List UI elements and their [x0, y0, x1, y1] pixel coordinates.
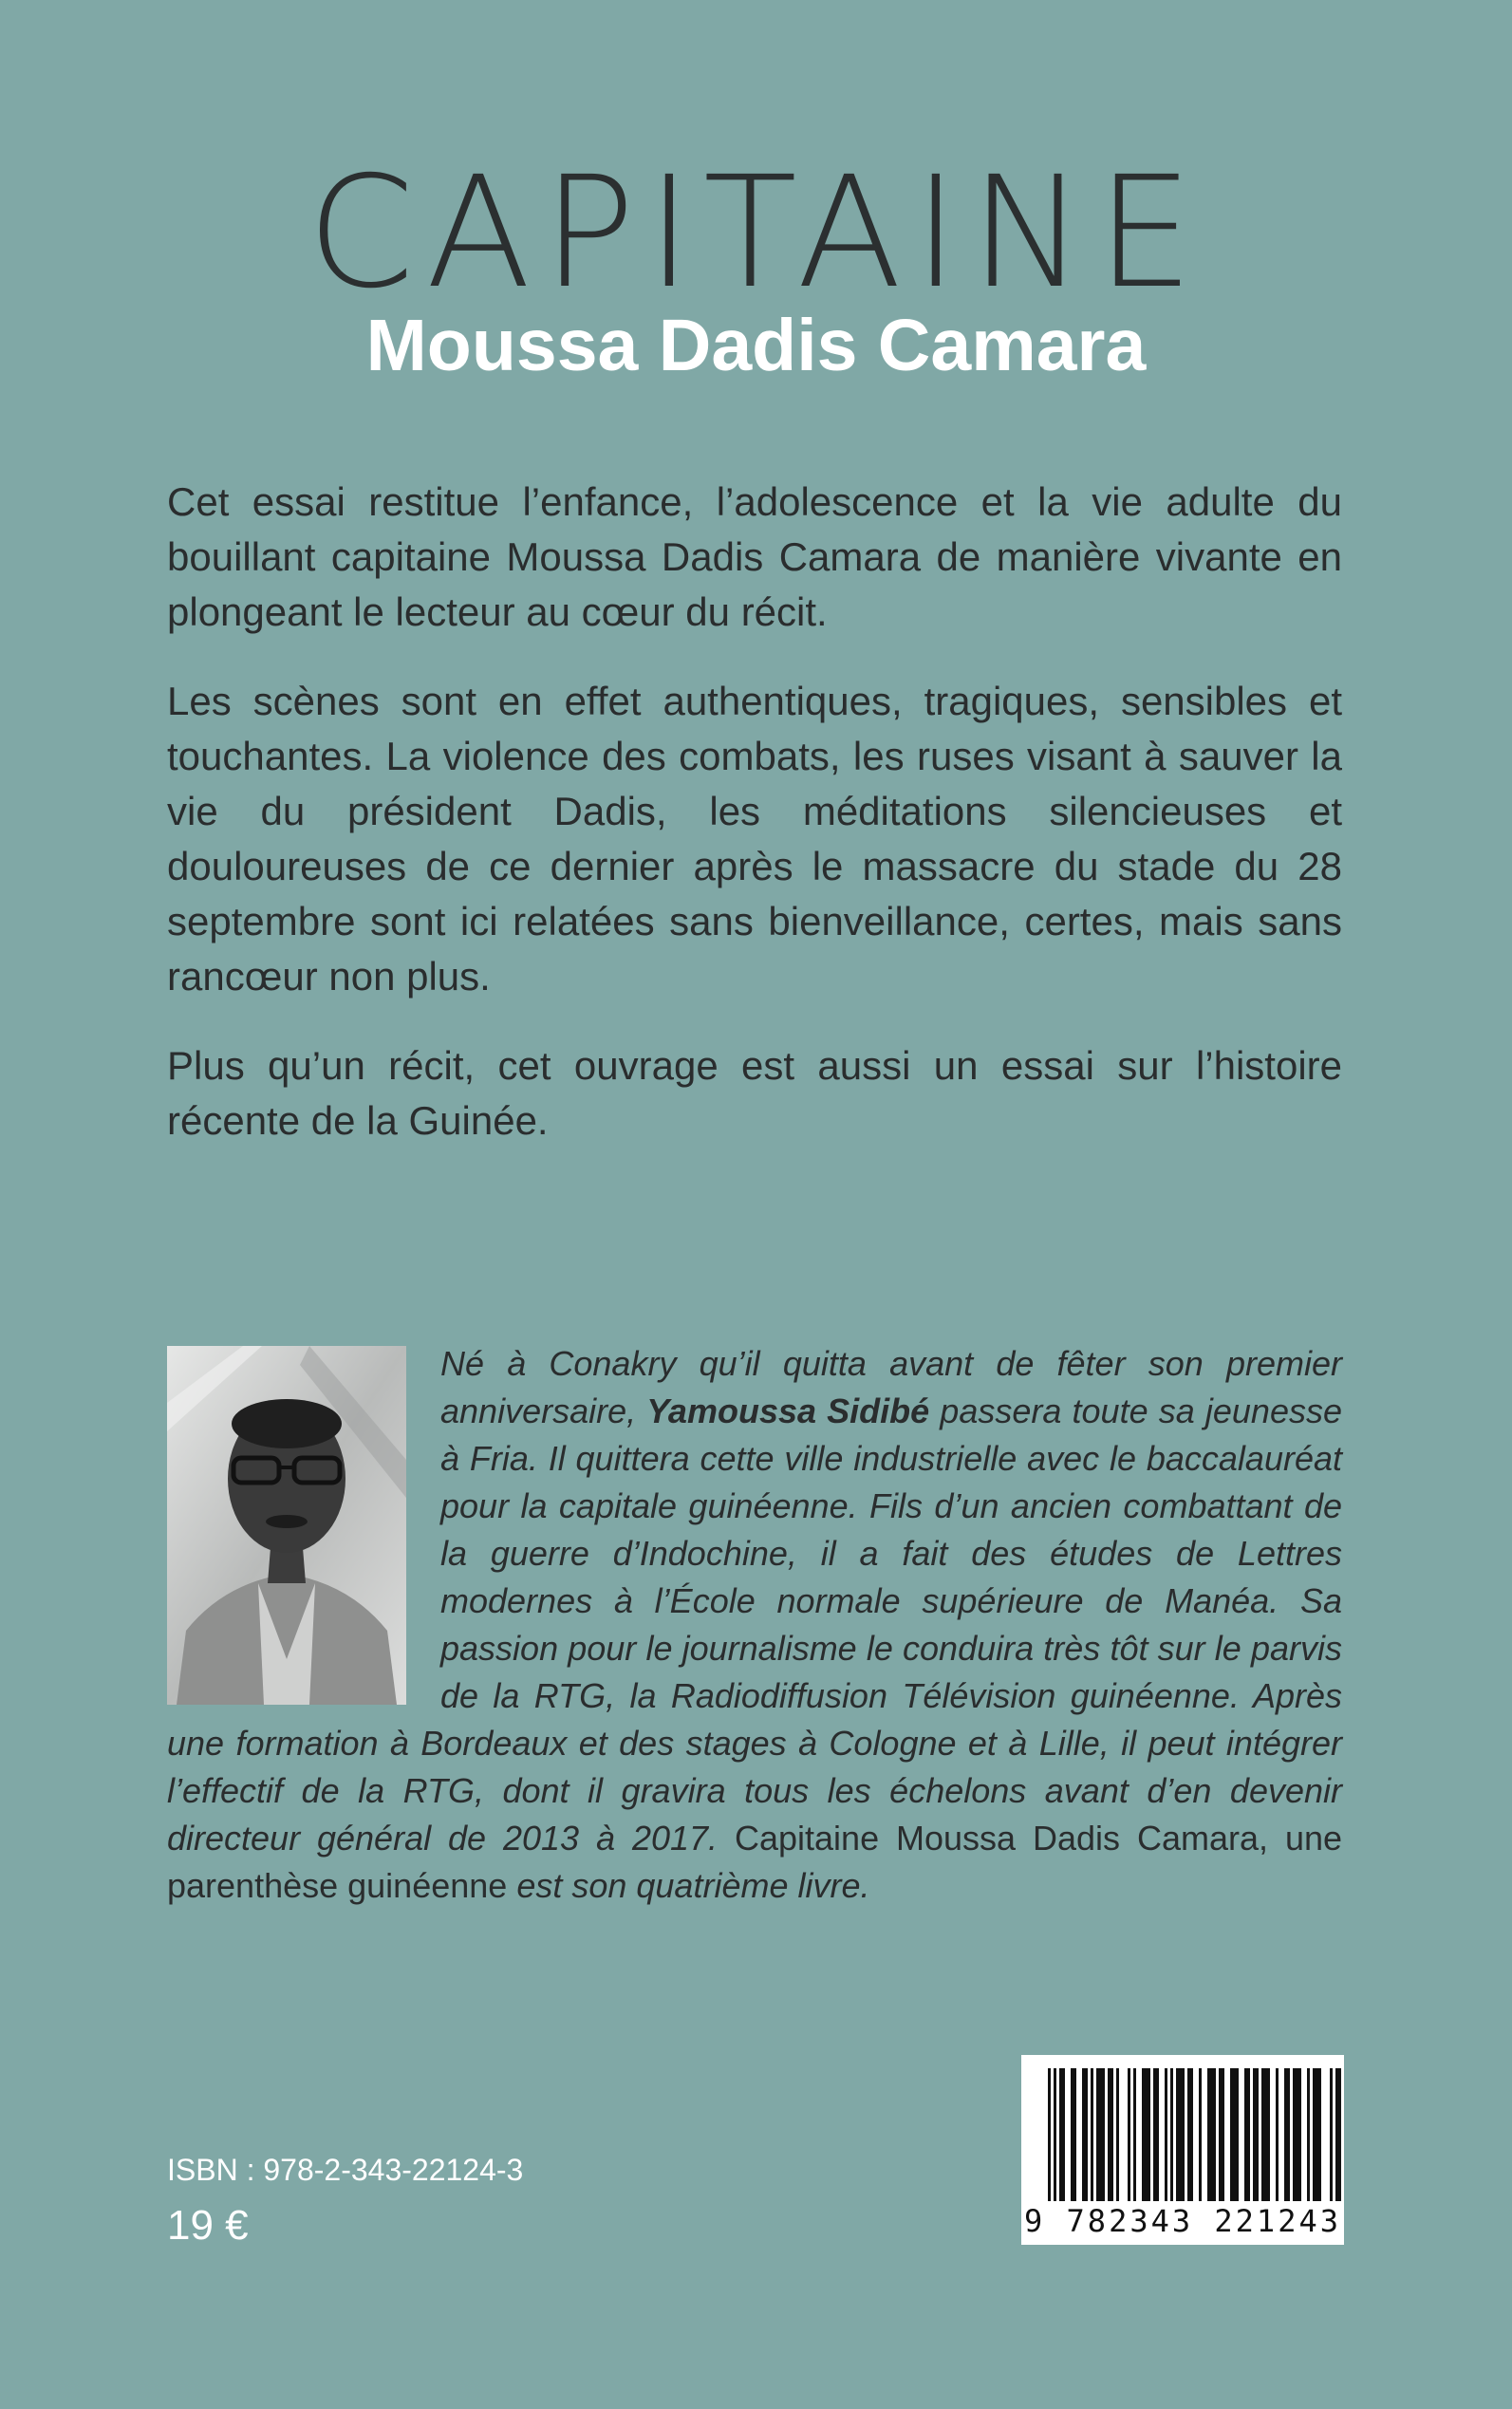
bio-book-title: Capitaine Moussa Dadis Camara, une parenthèse guinéenne: [167, 1819, 1343, 1905]
barcode-bar: [1176, 2068, 1179, 2201]
blurb-paragraph: Les scènes sont en effet authentiques, tragiques, sensibles et touchantes. La violence des combats, les ruses visant à sauver la vie du président Dadis, les méditations silencieuses et douloureuses de ce dernier après le massacre du stade du 28 septembre sont ici relatées sans bienveillance, certes, mais sans rancœur non plus.: [167, 679, 1342, 999]
barcode-bar: [1182, 2068, 1185, 2201]
barcode-bar: [1133, 2068, 1136, 2201]
barcode-bar: [1111, 2068, 1113, 2201]
barcode-bar: [1179, 2068, 1182, 2201]
barcode-bar: [1170, 2068, 1173, 2201]
barcode-bar: [1096, 2068, 1099, 2201]
barcode-bar: [1116, 2068, 1119, 2201]
barcode-bar: [1318, 2068, 1321, 2201]
isbn: ISBN : 978-2-343-22124-3: [167, 2153, 524, 2187]
price: 19 €: [167, 2202, 249, 2249]
bio-intro: Né à Conakry qu’il quitta avant de fêter son premier anniversaire,: [440, 1344, 1342, 1430]
barcode-bar: [1156, 2068, 1159, 2201]
barcode-bar: [1244, 2068, 1247, 2201]
barcode-bar: [1264, 2068, 1267, 2201]
barcode-bar: [1082, 2068, 1085, 2201]
barcode-bar: [1284, 2068, 1287, 2201]
barcode-bar: [1099, 2068, 1102, 2201]
barcode-bar: [1276, 2068, 1279, 2201]
barcode-bar: [1253, 2068, 1256, 2201]
barcode-bar: [1330, 2068, 1333, 2201]
barcode-bar: [1145, 2068, 1148, 2201]
barcode-bar: [1153, 2068, 1156, 2201]
barcode-bar: [1085, 2068, 1088, 2201]
barcode-bar: [1048, 2068, 1051, 2201]
barcode-bar: [1313, 2068, 1316, 2201]
barcode-bar: [1338, 2068, 1341, 2201]
barcode-bar: [1230, 2068, 1233, 2201]
bio-outro: est son quatrième livre.: [507, 1866, 870, 1905]
barcode-bar: [1142, 2068, 1145, 2201]
barcode-bar: [1187, 2068, 1190, 2201]
barcode-bar: [1316, 2068, 1318, 2201]
barcode-bar: [1293, 2068, 1296, 2201]
barcode-bar: [1165, 2068, 1167, 2201]
blurb-paragraph: Plus qu’un récit, cet ouvrage est aussi un essai sur l’histoire récente de la Guinée.: [167, 1043, 1342, 1143]
barcode-digits: 9 782343 221243: [1024, 2203, 1341, 2239]
barcode-bar: [1222, 2068, 1224, 2201]
author-portrait: [167, 1346, 406, 1705]
barcode-bar: [1307, 2068, 1310, 2201]
barcode: [1021, 2055, 1344, 2245]
book-subtitle: Moussa Dadis Camara: [365, 305, 1147, 386]
barcode-bar: [1071, 2068, 1073, 2201]
barcode-bar: [1335, 2068, 1338, 2201]
author-bio: [167, 1340, 1342, 1910]
barcode-bar: [1091, 2068, 1093, 2201]
blurb-paragraph: Cet essai restitue l’enfance, l’adolescence et la vie adulte du bouillant capitaine Moussa Dadis Camara de manière vivante en plongeant le lecteur au cœur du récit.: [167, 479, 1342, 634]
barcode-bar: [1059, 2068, 1062, 2201]
barcode-bar: [1233, 2068, 1236, 2201]
author-name: Yamoussa Sidibé: [646, 1391, 930, 1430]
barcode-bar: [1247, 2068, 1250, 2201]
blurb: [167, 475, 1342, 1183]
barcode-bar: [1287, 2068, 1290, 2201]
barcode-bar: [1210, 2068, 1213, 2201]
barcode-bar: [1148, 2068, 1150, 2201]
barcode-bar: [1207, 2068, 1210, 2201]
barcode-bar: [1062, 2068, 1065, 2201]
barcode-bar: [1199, 2068, 1202, 2201]
barcode-bar: [1267, 2068, 1270, 2201]
bio-body: passera toute sa jeunesse à Fria. Il quittera cette ville industrielle avec le baccalauréat pour la capitale guinéenne. Fils d’un ancien combattant de la guerre d’Indochine, il a fait des études de Lettres modernes à l’École normale supérieure de Manéa. Sa passion pour le journalisme le conduira très tôt sur le parvis de la RTG, la Radiodiffusion Télévision guinéenne. Après une formation à Bordeaux et des stages à Cologne et à Lille, il peut intégrer l’effectif de la RTG, dont il gravira tous les échelons avant d’en devenir directeur général de 2013 à 2017.: [167, 1391, 1343, 1858]
barcode-bar: [1296, 2068, 1298, 2201]
author-photo: [167, 1346, 406, 1705]
barcode-bar: [1213, 2068, 1216, 2201]
barcode-bar: [1256, 2068, 1259, 2201]
barcode-bar: [1298, 2068, 1301, 2201]
barcode-bar: [1128, 2068, 1130, 2201]
book-title: CAPITAINE: [307, 144, 1205, 323]
barcode-bar: [1054, 2068, 1056, 2201]
barcode-bar: [1108, 2068, 1111, 2201]
barcode-bar: [1219, 2068, 1222, 2201]
barcode-bar: [1236, 2068, 1239, 2201]
barcode-bar: [1261, 2068, 1264, 2201]
barcode-bar: [1102, 2068, 1105, 2201]
barcode-bar: [1073, 2068, 1076, 2201]
barcode-bar: [1190, 2068, 1193, 2201]
